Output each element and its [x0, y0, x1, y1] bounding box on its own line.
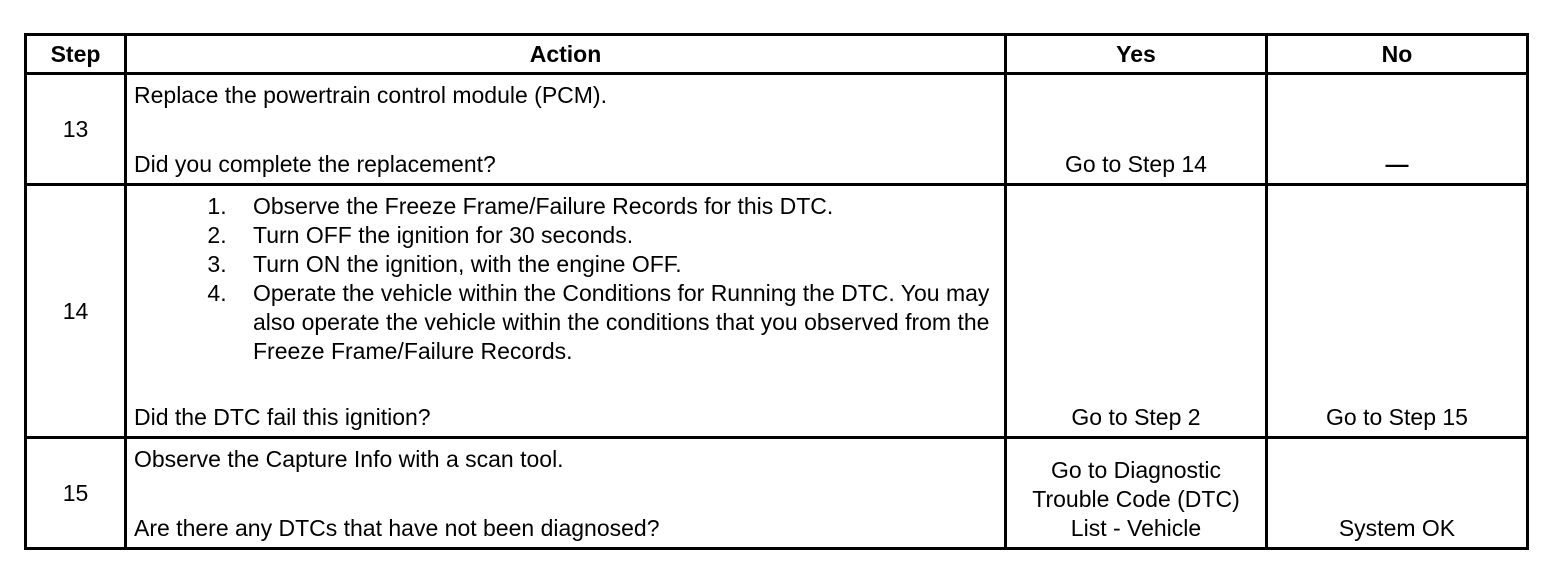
- procedure-item: 3. Turn ON the ignition, with the engine OFF.: [233, 250, 996, 279]
- action-cell: [126, 438, 1006, 549]
- question-text: Did the DTC fail this ignition?: [134, 404, 431, 430]
- action-text: Observe the Capture Info with a scan tool.: [134, 446, 564, 472]
- action-cell: [126, 74, 1006, 185]
- step-number: 13: [26, 74, 126, 185]
- yes-result-line: Trouble Code (DTC): [1032, 486, 1240, 512]
- step-number: 15: [26, 438, 126, 549]
- step-number: 14: [26, 185, 126, 438]
- table-row-step-14: [26, 185, 1528, 438]
- question-text: Did you complete the replacement?: [134, 151, 496, 177]
- procedure-item: 1. Observe the Freeze Frame/Failure Records for this DTC.: [233, 192, 996, 221]
- header-no: No: [1267, 35, 1528, 74]
- no-result: Go to Step 15: [1267, 185, 1528, 438]
- header-yes: Yes: [1006, 35, 1267, 74]
- action-cell: [126, 185, 1006, 438]
- no-result: —: [1267, 74, 1528, 185]
- header-step: Step: [26, 35, 126, 74]
- diagnostic-step-table: [24, 33, 1529, 550]
- procedure-list: [134, 192, 996, 366]
- yes-result-line: Go to Diagnostic: [1050, 457, 1222, 483]
- yes-result: [1006, 438, 1267, 549]
- table-row-step-13: [26, 74, 1528, 185]
- no-result: System OK: [1267, 438, 1528, 549]
- procedure-item: 2. Turn OFF the ignition for 30 seconds.: [233, 221, 996, 250]
- table-row-step-15: [26, 438, 1528, 549]
- header-action: Action: [126, 35, 1006, 74]
- question-text: Are there any DTCs that have not been diagnosed?: [134, 515, 660, 541]
- yes-result: Go to Step 2: [1006, 185, 1267, 438]
- yes-result-line: List - Vehicle: [1070, 515, 1202, 541]
- yes-result: Go to Step 14: [1006, 74, 1267, 185]
- procedure-item: 4. Operate the vehicle within the Conditions for Running the DTC. You may also operate the vehicle within the conditions that you observed from the Freeze Frame/Failure Records.: [233, 279, 996, 366]
- header-row: [26, 35, 1528, 74]
- action-text: Replace the powertrain control module (PCM).: [134, 82, 607, 108]
